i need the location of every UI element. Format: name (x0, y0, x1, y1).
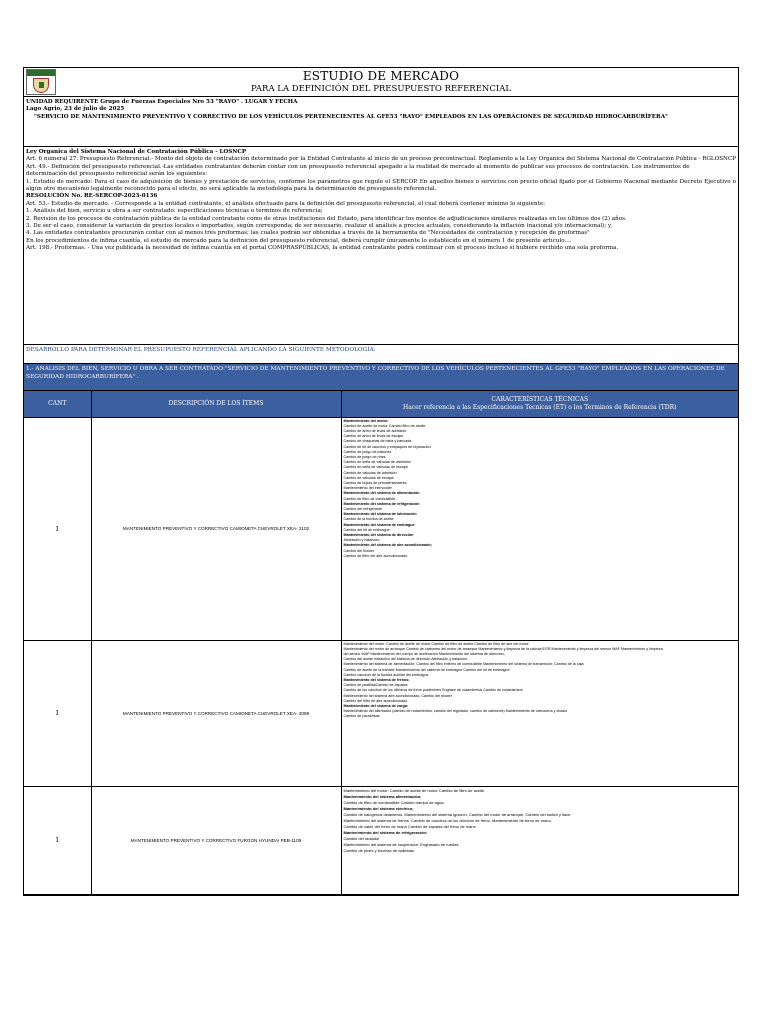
legal-p3: determinación del presupuesto referencial serán los siguientes: (26, 171, 208, 178)
legal-p11: En los procedimientos de ínfima cuantía, el estudio de mercado para la definición del presupuesto referencial, deberá cumplir únicamente lo establecido en el número 1 de presente artículo.... (26, 237, 572, 244)
col-desc: DESCRIPCIÓN DE LOS ÍTEMS (91, 391, 341, 417)
spec-line: Cambio de válvulas de admisión (343, 470, 397, 475)
spec-line: Cambio de aceite de la transfer Mantenimiento del sistema de embrague Cambio del kit de embrague (343, 667, 510, 672)
spec-line: Mantenimiento del sistema de dirección (343, 532, 414, 537)
spec-line: Cambio de bujías de precalentamiento (343, 480, 407, 485)
spec-line: Cambio de juego de pistones (343, 449, 392, 454)
legal-section (24, 147, 738, 345)
spec-line: Mantenimiento del sistema alimentación; (343, 793, 422, 799)
spec-line: Cambio de chaquetas de biela y bancada (343, 439, 412, 444)
document-sheet (23, 67, 739, 896)
spec-line: Cambio de aceite de motor Cambio filtro de aceite (343, 423, 426, 428)
legal-p12: Art. 198.- Proformas. - Una vez publicada la necesidad de ínfima cuantía en el portal COMPRASPÚBLICAS, la entidad contratante podrá continuar con el proceso incluso si hubiere recibido una sola proforma. (26, 245, 619, 252)
items-table (24, 391, 738, 895)
table-row (24, 786, 738, 894)
row-desc: MANTENIMIENTO PREVENTIVO Y CORRECTIVO CAMIONETA CHEVROLET XEA- 2102 (91, 417, 341, 640)
spec-line: Cambio de árbol de levas de admisión (343, 428, 407, 433)
legal-p6: Art. 53.- Estudio de mercado. - Corresponde a la entidad contratante, el análisis efectuado para la definición del presupuesto referencial, el cual deberá contener mínimo lo siguiente: (26, 200, 546, 207)
legal-p7: 1. Análisis del bien, servicio u obra a ser contratado: especificaciones técnicas o términos de referencia; (26, 208, 323, 215)
spec-line: Cambio de árbol de levas de escape (343, 434, 404, 439)
spec-line: Mantenimiento del sistema aire acondicionado; Cambio del blower (343, 693, 452, 698)
legal-p0: Ley Organica del Sistema Nacional de Contratación Pública - LOSNCP (26, 149, 247, 155)
spec-line: Cambio de parabrisas (343, 714, 380, 719)
spec-line: Cambio de los cauchos de los cilindros de freno posteriores Engrase de rodamientos Cambio de rodamientos (343, 688, 523, 693)
legal-p1: Art. 6 numeral 27. Presupuesto Referencial.- Monto del objeto de contratación determinado por la Entidad Contratante al inicio de un proceso precontractual. Reglamento a la Ley Organica del Sistema Nacional de Contratación Pública - RGLOSNCP (26, 156, 736, 163)
row-specs (341, 640, 738, 786)
table-row (24, 640, 738, 786)
spec-line: Cambio del kit de embrague (343, 527, 390, 532)
table-header-row (24, 391, 738, 417)
spec-line: Mantenimiento del sistema de refrigeración: (343, 829, 428, 835)
spec-line: Cambio de válvulas de escape (343, 475, 394, 480)
spec-line: Cambio de halógenos delanteros. Mantenimiento del sistema ignición; Cambio del motor de arranque. Cambio del switch y llave (343, 811, 571, 817)
document-subtitle: PARA LA DEFINICIÓN DEL PRESUPUESTO REFERENCIAL (250, 84, 511, 94)
spec-line: Mantenimiento del sistema de embrague (343, 522, 415, 527)
spec-line: Cambio del radiador (343, 835, 380, 841)
table-row (24, 417, 738, 640)
spec-line: Cambio del filtro de aire acondicionado (343, 698, 408, 703)
col-carac-title: CARACTERÍSTICAS TÉCNICAS (491, 396, 589, 404)
unit-line-2: Lago Agrio, 23 de julio de 2025 (26, 106, 125, 113)
methodology-heading: DESARROLLO PARA DETERMINAR EL PRESUPUESTO REFERENCIAL APLICANDO LA SIGUIENTE METODOLOGÍA: (24, 345, 738, 364)
row-desc: MANTENIMIENTO PREVENTIVO Y CORRECTIVO FURGON HYUNDAI PEB-1105 (91, 786, 341, 894)
row-cant: 1 (24, 417, 91, 640)
spec-line: Alineación y balanceo (343, 538, 380, 543)
spec-line: Cambio de filtro de combustible Cambio trampa de agua (343, 799, 444, 805)
spec-line: Cambio de la bomba de aceite (343, 517, 394, 522)
col-carac (341, 391, 738, 417)
spec-line: Mantenimiento del sistema de frenos; (343, 677, 410, 682)
spec-line: Mantenimiento del motor de arranque Cambio de carbones del motor de arranque Mantenimiento y limpieza de la válvula EGR Mantenimiento y limpieza del sensor MAF Mantenimiento y limpieza (343, 646, 663, 651)
spec-line: Mantenimiento del motor: (343, 418, 389, 423)
legal-p4: 1. Estudio de mercado: Para el caso de adquisición de bienes y prestación de servicios, conforme los parámetros que regule el SERCOP. En aquellos bienes o servicios con precio oficial fijado por el Gobierno Nacional mediante Decreto Ejecutivo o algún otro mecanismo legalmente reconocido para el efecto, no será aplicable la metodología para la determinación de presupuesto referencial. (26, 178, 736, 193)
spec-line: Cambio de pines y bocinas de ballestas (343, 847, 414, 853)
spec-line: Cambio de filtro de combustible (343, 496, 396, 501)
spec-line: del sensor MAP Mantenimiento del cuerpo de aceleración Mantenimiento del sistema de dirección; (343, 651, 505, 656)
spec-line: Mantenimiento del sistema de alimentación (343, 491, 420, 496)
legal-p8: 2. Revisión de los procesos de contratación pública de la entidad contratante como de otras instituciones del Estado, para identificar los montos de adjudicaciones similares realizadas en los últimos dos (2) años. (26, 215, 627, 222)
spec-line: Cambio del refrigerante (343, 506, 383, 511)
spec-line: Mantenimiento del sistema de carga: (343, 703, 409, 708)
spec-line: Cambio de pastillasCambio de zapatas (343, 683, 408, 688)
unit-line-1: UNIDAD REQUIRENTE Grupo de Fuerzas Especiales Nro 53 "RAYO" . LUGAR Y FECHA (26, 99, 298, 105)
row-cant: 1 (24, 786, 91, 894)
spec-line: Mantenimiento del motor: Cambio de aceite de motor Cambio de filtro de aceite (343, 787, 485, 793)
spec-line: Cambio del aceite hidráulico del sistema de dirección Alineación y balanceo (343, 657, 468, 662)
row-specs (341, 786, 738, 894)
unit-line-3: "SERVICIO DE MANTENIMIENTO PREVENTIVO Y CORRECTIVO DE LOS VEHÍCULOS PERTENECIENTES AL GFE53 "RAYO" EMPLEADOS EN LAS OPERACIONES DE SEGURIDAD HIDROCARBURÍFERA" (34, 113, 668, 120)
analysis-banner: 1.- ANALISIS DEL BIEN, SERVICIO U OBRA A SER CONTRATADO:"SERVICIO DE MANTENIMIENTO PREVENTIVO Y CORRECTIVO DE LOS VEHÍCULOS PERTENECIENTES AL GFE53 "RAYO" EMPLEADOS EN LAS OPERACIONES DE SEGURIDAD HIDROCARBURÍFERA" . (24, 364, 738, 391)
spec-line: Mantenimiento del sistema de lubricación (343, 512, 417, 517)
legal-p2: Art. 49.- Definición del presupuesto referencial.-Las entidades contratantes deberán contar con un presupuesto referencial apegado a la realidad de mercado al momento de publicar sus procesos de contratación. Los instrumentos de (26, 163, 690, 170)
legal-p5: RESOLUCIÓN No. RE-SERCOP-2023-0136 (26, 193, 158, 200)
title-box (24, 68, 738, 97)
spec-line: Cambio en seña de válvulas de escape (343, 465, 408, 470)
spec-line: Mantenimiento del intercooler (343, 486, 392, 491)
row-desc: MANTENIMIENTO PREVENTIVO Y CORRECTIVO CAMIONETA CHEVROLET XEA- 2099 (91, 640, 341, 786)
spec-line: Cambio cauchos de la bomba auxiliar del embrague (343, 672, 429, 677)
spec-line: Cambio de juego de rines (343, 454, 386, 459)
spec-line: Mantenimiento del sistema de aire acondicionado; (343, 543, 432, 548)
spec-line: Cambio de filtro del aire acondicionado (343, 553, 408, 558)
row-cant: 1 (24, 640, 91, 786)
spec-line: Mantenimiento del sistema eléctrico; (343, 805, 414, 811)
row-specs (341, 417, 738, 640)
spec-line: Mantenimiento del sistema de refrigeración (343, 501, 420, 506)
unit-section (24, 97, 738, 147)
spec-line: Cambio del blower (343, 548, 375, 553)
legal-p10: 4. Las entidades contratantes procurarán contar con al menos tres proformas; las cuales podrán ser obtenidas a través de la herramienta de "Necesidades de contratación y recepción de proformas" (26, 230, 590, 237)
col-cant: CANT (24, 391, 91, 417)
spec-line: Cambio de kit de cauchos y empaques de reparación (343, 444, 431, 449)
col-carac-subtitle: Hacer referencia a las Especificaciones Tecnicas (ET) o los Terminos de Referencia (TDR) (403, 404, 677, 412)
spec-line: Mantenimiento del sistema de suspensión: Engrasado de ruedas (343, 841, 459, 847)
document-title: ESTUDIO DE MERCADO (302, 69, 460, 83)
spec-line: Mantenimiento del sistema de frenos: Cambio de cauchos de los cilindros de freno. Mantenimiento de freno de mano. (343, 817, 552, 823)
spec-line: Mantenimiento del alternador (cambio de rodamientos, cambio del regulador, cambio de carbones) Mantenimiento de carrocería y chasis (343, 709, 567, 714)
spec-line: Cambio de seña de válvulas de admisión (343, 460, 411, 465)
legal-p9: 3. De ser el caso, considerar la variación de precios locales o importados, según corresponda; de ser necesario, realizar el análisis a precios actuales, considerando la inflación (nacional y/o internacional); y, (26, 223, 613, 230)
spec-line: Cambio de cable del freno de mano Cambio de zapatas del freno de mano (343, 823, 476, 829)
spec-line: Mantenimiento del sistema de alimentación; Cambio del filtro externo de combustible Mantenimiento del sistema de transmisión; Cambio de la caja (343, 662, 584, 667)
spec-line: Mantenimiento del motor: Cambio de aceite de motor Cambio de filtro de aceite Cambio de filtro de aire del motor (343, 641, 529, 646)
